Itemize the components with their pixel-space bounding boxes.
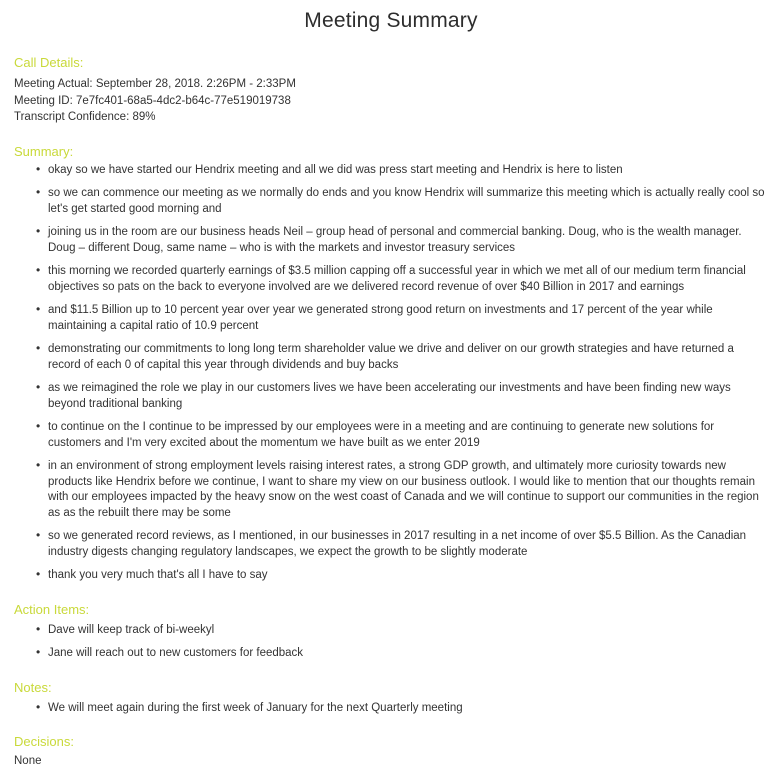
- decisions-heading: Decisions:: [14, 734, 74, 749]
- page-title: Meeting Summary: [304, 9, 478, 32]
- notes-section: [14, 680, 768, 717]
- list-item: • Jane will reach out to new customers for feedback: [36, 646, 768, 662]
- action-items-list: [14, 623, 768, 662]
- meeting-id-line: Meeting ID: 7e7fc401-68a5-4dc2-b64c-77e519019738: [14, 94, 291, 107]
- meeting-actual-line: Meeting Actual: September 28, 2018. 2:26PM - 2:33PM: [14, 78, 296, 90]
- call-details-heading: Call Details:: [14, 55, 84, 70]
- list-item: • to continue on the I continue to be impressed by our employees were in a meeting and are continuing to generate new solutions for customers and I'm very excited about the momentum we have built as we enter 2019: [36, 420, 768, 451]
- notes-list: [14, 701, 768, 717]
- summary-list: [14, 163, 768, 584]
- list-item: • as we reimagined the role we play in our customers lives we have been accelerating our investments and have been finding new ways beyond traditional banking: [36, 381, 768, 412]
- list-item: • in an environment of strong employment levels raising interest rates, a strong GDP growth, and ultimately more curiosity towards new products like Hendrix before we continue, I want to share my view on our business outlook. I would like to mention that our thoughts remain with our employees impacted by the heavy snow on the west coast of Canada and we will continue to support our communities in the region as as the rebuilt there may be some: [36, 459, 768, 521]
- action-items-heading: Action Items:: [14, 601, 90, 617]
- list-item: • this morning we recorded quarterly earnings of $3.5 million capping off a successful year in which we met all of our medium term financial objectives so pats on the back to everyone involved are we delivered record revenue of over $40 Billion in 2017 and earnings: [36, 264, 768, 295]
- list-item: • so we can commence our meeting as we normally do ends and you know Hendrix will summarize this meeting which is actually really cool so let's get started good morning and: [36, 186, 768, 217]
- call-details-section: [14, 55, 768, 126]
- summary-section: [14, 144, 768, 584]
- notes-heading: Notes:: [14, 679, 52, 695]
- list-item: • demonstrating our commitments to long long term shareholder value we drive and deliver on our growth strategies and have returned a record of each 0 of capital this year through dividends and buy backs: [36, 342, 768, 373]
- list-item: • so we generated record reviews, as I mentioned, in our businesses in 2017 resulting in a net income of over $5.5 Billion. As the Canadian industry digests changing regulatory landscapes, we expect the growth to be slightly moderate: [36, 529, 768, 560]
- decisions-section: [14, 734, 768, 767]
- list-item: • and $11.5 Billion up to 10 percent year over year we generated strong good return on investments and 17 percent of the year while maintaining a capital ratio of 10.9 percent: [36, 303, 768, 334]
- action-items-section: [14, 602, 768, 662]
- list-item: • joining us in the room are our business heads Neil – group head of personal and commercial banking. Doug, who is the wealth manager. Doug – different Doug, same name – who is with the markets and investor treasury services: [36, 225, 768, 256]
- decisions-value: None: [14, 755, 42, 767]
- list-item: • thank you very much that's all I have to say: [36, 568, 768, 584]
- list-item: • Dave will keep track of bi-weekyl: [36, 623, 768, 639]
- summary-heading: Summary:: [14, 143, 74, 159]
- transcript-confidence-line: Transcript Confidence: 89%: [14, 111, 156, 123]
- list-item: • okay so we have started our Hendrix meeting and all we did was press start meeting and Hendrix is here to listen: [36, 163, 768, 179]
- list-item: • We will meet again during the first week of January for the next Quarterly meeting: [36, 701, 768, 717]
